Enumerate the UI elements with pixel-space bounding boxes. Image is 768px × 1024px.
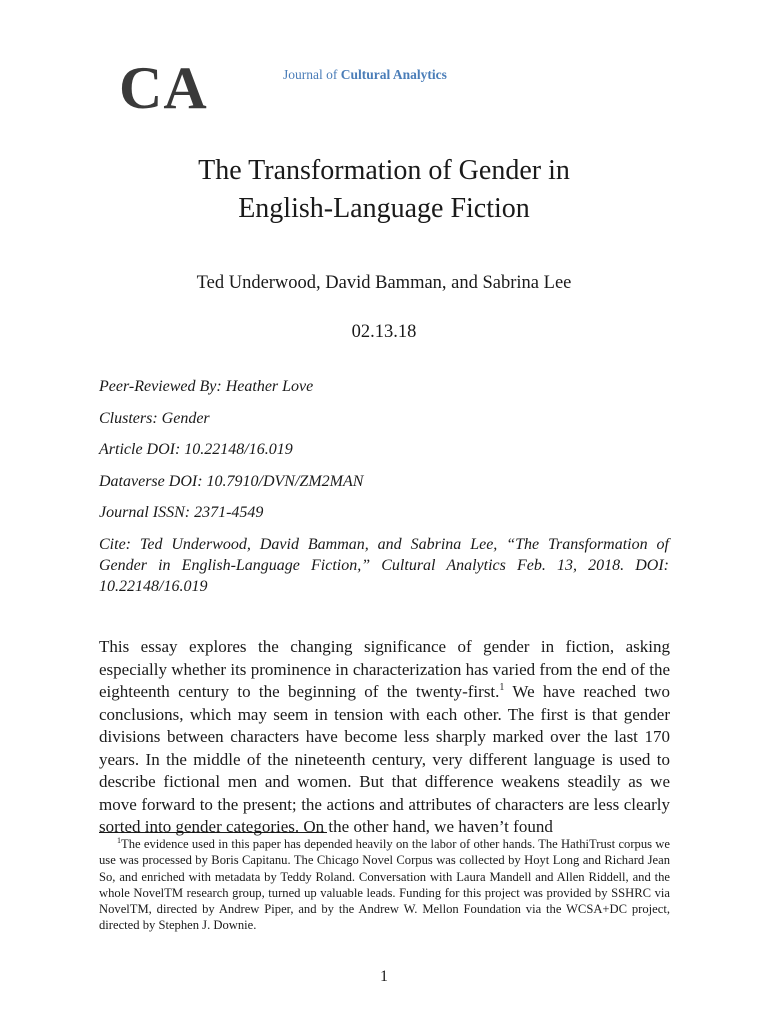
footnote-text: The evidence used in this paper has depended heavily on the labor of other hands. The HathiTrust corpus we use was processed by Boris Capitanu. The Chicago Novel Corpus was collected by Hoyt Long and Richard Jean So, and enriched with metadata by Teddy Roland. Conversation with Laura Mandell and Allen Riddell, and the whole NovelTM research group, turned up valuable leads. Funding for this project was provided by SSHRC via NovelTM, directed by Andrew Piper, and by the Andrew W. Mellon Foundation via the WCSA+DC project, directed by Stephen J. Downie.	[99, 837, 670, 933]
peer-reviewed-by: Peer-Reviewed By: Heather Love	[99, 378, 314, 395]
body-paragraph	[99, 636, 670, 839]
footnote-reference: 1	[499, 682, 505, 693]
body-text-part-2: We have reached two conclusions, which may seem in tension with each other. The first is that gender divisions between characters have become less sharply marked over the last 170 years. In the middle of the nineteenth century, very different language is used to describe fictional men and women. But that difference weakens steadily as we move forward to the present; the actions and attributes of characters are less clearly sorted into gender categories. On the other hand, we haven’t found	[99, 682, 670, 836]
journal-logo: CA	[119, 55, 208, 121]
journal-name	[283, 68, 447, 82]
citation: Cite: Ted Underwood, David Bamman, and Sabrina Lee, “The Transformation of Gender in English-Language Fiction,” Cultural Analytics Feb. 13, 2018. DOI: 10.22148/16.019	[99, 535, 669, 595]
article-doi: Article DOI: 10.22148/16.019	[99, 441, 293, 458]
article-title-line-2: English-Language Fiction	[238, 193, 530, 224]
page-number: 1	[380, 968, 388, 985]
clusters: Clusters: Gender	[99, 409, 210, 427]
body-text-part-1: This essay explores the changing significance of gender in fiction, asking especially whether its prominence in characterization has varied from the end of the eighteenth century to the beginning of the twenty-first.	[99, 637, 670, 701]
article-title-line-1: The Transformation of Gender in	[198, 155, 570, 186]
journal-title: Cultural Analytics	[340, 67, 447, 82]
article-authors: Ted Underwood, David Bamman, and Sabrina Lee	[196, 273, 572, 293]
footnote-marker: 1	[117, 836, 121, 845]
journal-prefix: Journal of	[283, 67, 341, 82]
journal-issn: Journal ISSN: 2371-4549	[99, 504, 264, 521]
article-title	[99, 152, 669, 228]
article-metadata	[99, 376, 669, 607]
footnote-divider	[99, 832, 327, 833]
footnote	[99, 836, 670, 934]
dataverse-doi: Dataverse DOI: 10.7910/DVN/ZM2MAN	[99, 472, 364, 490]
article-date: 02.13.18	[351, 322, 417, 342]
